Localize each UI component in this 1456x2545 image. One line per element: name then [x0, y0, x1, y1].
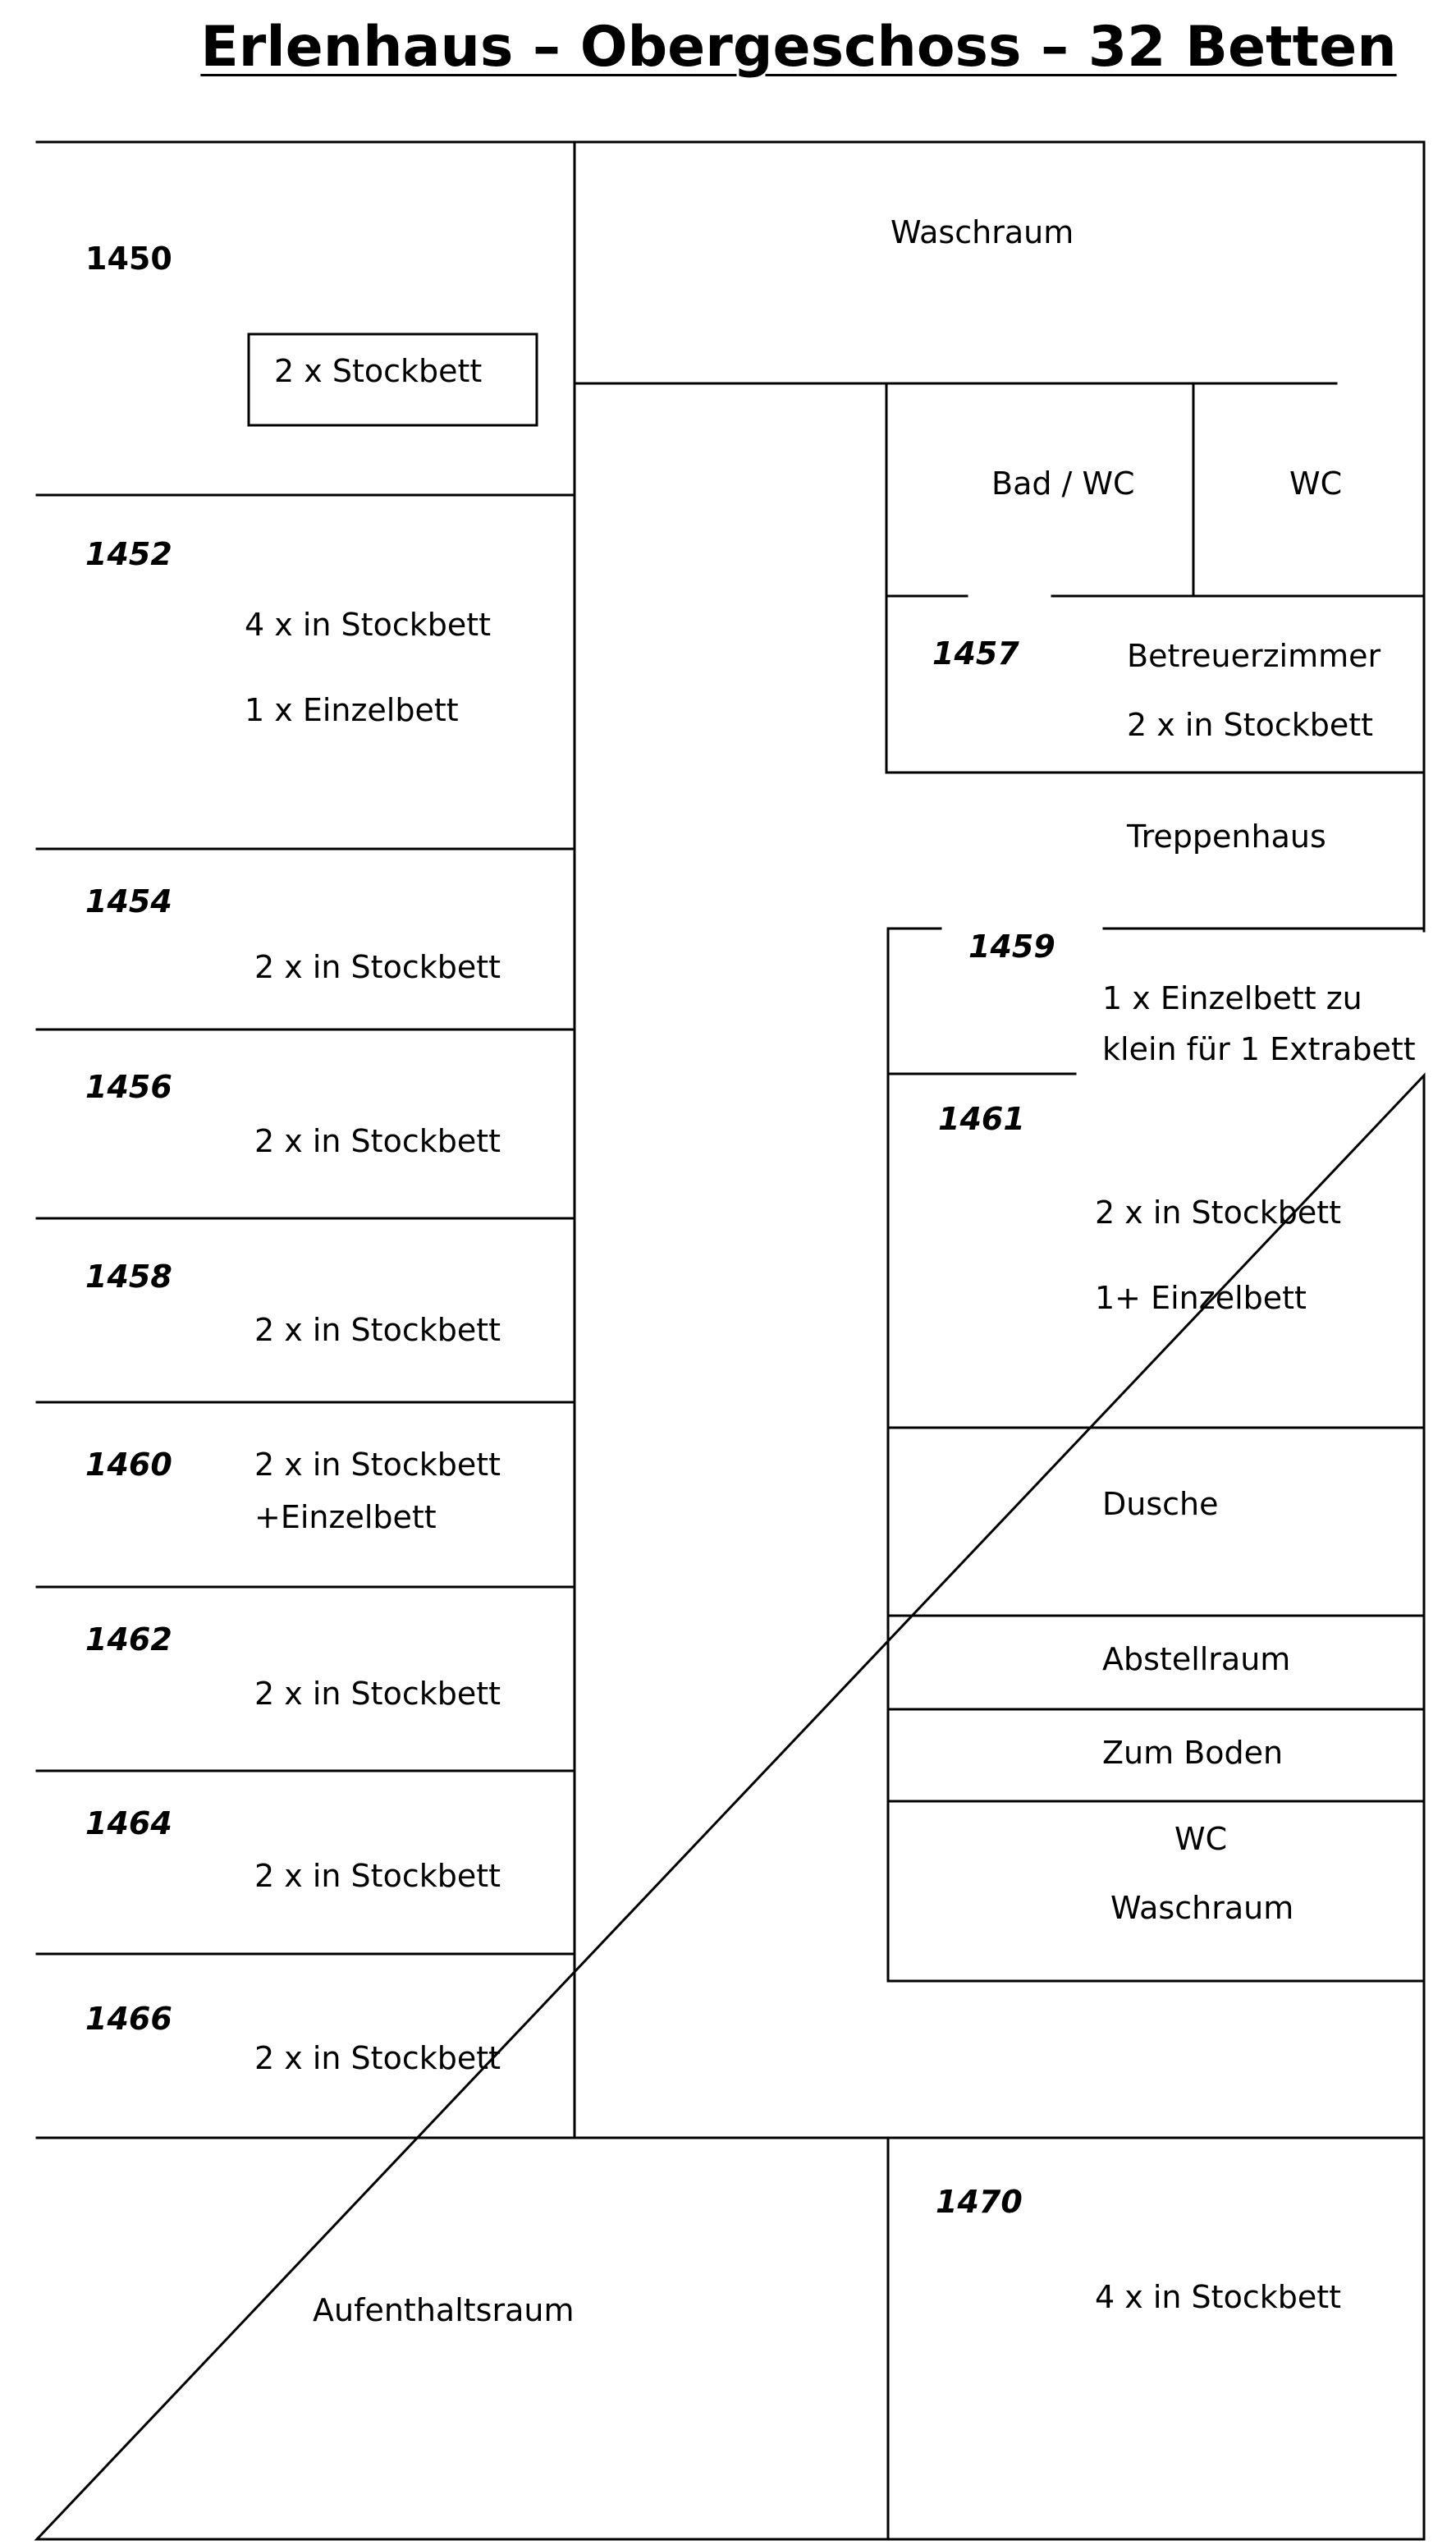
- room-beds-1460-line1: 2 x in Stockbett: [254, 1447, 501, 1483]
- room-beds-1458: 2 x in Stockbett: [254, 1312, 501, 1348]
- room-beds-1470: 4 x in Stockbett: [1095, 2279, 1342, 2315]
- label-wc-bottom: WC: [1174, 1821, 1228, 1857]
- label-abstellraum: Abstellraum: [1102, 1641, 1291, 1677]
- label-waschraum-top: Waschraum: [891, 214, 1074, 250]
- room-beds-1450: 2 x Stockbett: [274, 353, 483, 389]
- room-number-1456: 1456: [85, 1069, 172, 1105]
- room-beds-1460-line2: +Einzelbett: [254, 1499, 437, 1535]
- label-dusche: Dusche: [1102, 1486, 1219, 1522]
- label-waschraum-bottom: Waschraum: [1110, 1890, 1294, 1926]
- room-beds-1461-line2: 1+ Einzelbett: [1095, 1280, 1307, 1316]
- room-number-1459: 1459: [968, 929, 1055, 965]
- room-beds-1466: 2 x in Stockbett: [254, 2040, 501, 2076]
- room-label-1457-line1: Betreuerzimmer: [1127, 638, 1381, 674]
- room-number-1470: 1470: [936, 2184, 1023, 2220]
- room-number-1457: 1457: [932, 635, 1019, 672]
- room-number-1466: 1466: [85, 2001, 172, 2037]
- room-beds-1457: 2 x in Stockbett: [1127, 707, 1374, 743]
- room-beds-1459-line1: 1 x Einzelbett zu: [1102, 980, 1362, 1016]
- room-number-1464: 1464: [85, 1805, 172, 1841]
- room-number-1454: 1454: [85, 883, 172, 919]
- outer-wall-frame: [37, 142, 1424, 2539]
- room-number-1450: 1450: [85, 241, 172, 277]
- room-beds-1461-line1: 2 x in Stockbett: [1095, 1195, 1342, 1231]
- label-zum-boden: Zum Boden: [1102, 1735, 1284, 1771]
- room-number-1458: 1458: [85, 1259, 172, 1295]
- label-treppenhaus: Treppenhaus: [1127, 819, 1326, 855]
- room-number-1461: 1461: [938, 1101, 1025, 1137]
- room-beds-1459-line2: klein für 1 Extrabett: [1102, 1031, 1416, 1067]
- label-bad-wc: Bad / WC: [991, 465, 1135, 502]
- room-beds-1462: 2 x in Stockbett: [254, 1676, 501, 1712]
- room-beds-1456: 2 x in Stockbett: [254, 1123, 501, 1159]
- room-beds-1452-line2: 1 x Einzelbett: [245, 692, 459, 728]
- room-beds-1454: 2 x in Stockbett: [254, 949, 501, 985]
- room-beds-1464: 2 x in Stockbett: [254, 1858, 501, 1894]
- room-beds-1452-line1: 4 x in Stockbett: [245, 607, 492, 643]
- label-aufenthaltsraum: Aufenthaltsraum: [313, 2292, 575, 2328]
- room-number-1460: 1460: [85, 1447, 172, 1483]
- label-wc-top: WC: [1289, 465, 1343, 502]
- room-number-1462: 1462: [85, 1621, 172, 1658]
- page-title: Erlenhaus – Obergeschoss – 32 Betten: [200, 15, 1397, 80]
- room-number-1452: 1452: [85, 536, 172, 572]
